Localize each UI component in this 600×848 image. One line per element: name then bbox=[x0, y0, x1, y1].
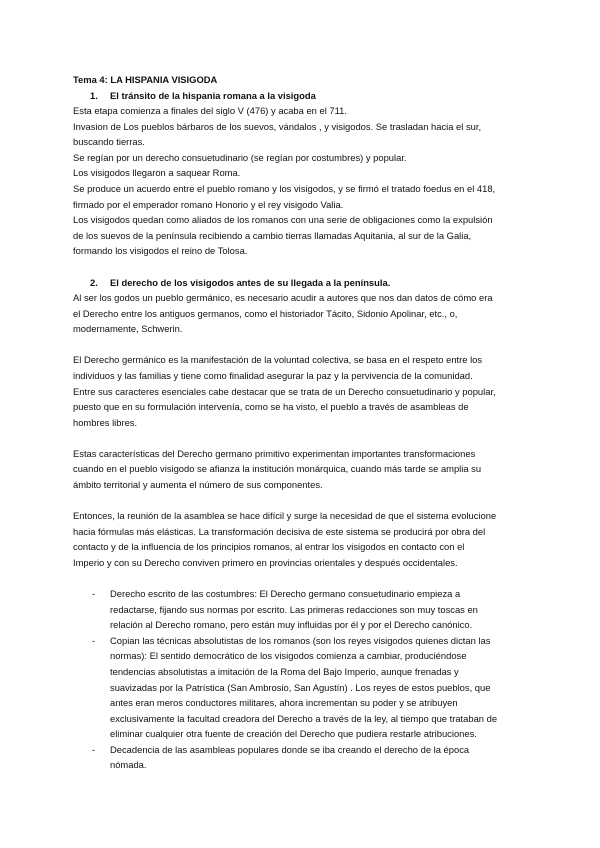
section-number: 1. bbox=[90, 89, 98, 101]
text-line: eliminar cualquier otra fuente de creación del Derecho que pudiera restarle atribuciones. bbox=[110, 728, 477, 740]
text-line: exclusivamente la facultad creadora del Derecho a través de la ley, al tiempo que trataban de bbox=[110, 712, 498, 724]
section-1-heading bbox=[73, 88, 543, 104]
text-line: antes eran meros conductores militares, ahora incrementan su poder y se atribuyen bbox=[110, 697, 458, 709]
text-line: relación al Derecho romano, pero están muy influidas por él y por el Derecho canónico. bbox=[110, 619, 473, 631]
bullet-line bbox=[73, 742, 543, 758]
text-line: Esta etapa comienza a finales del siglo V (476) y acaba en el 711. bbox=[73, 105, 347, 117]
text-line: Imperio y con su Derecho conviven primero en provincias orientales y después occidentales. bbox=[73, 556, 458, 568]
bullet-line bbox=[73, 695, 543, 711]
text-line: Decadencia de las asambleas populares donde se iba creando el derecho de la época bbox=[110, 743, 470, 755]
text-line: Los visigodos quedan como aliados de los romanos con una serie de obligaciones como la expulsión bbox=[73, 214, 493, 226]
text-line: tendencias absolutistas a imitación de la Roma del Bajo Imperio, aunque frenadas y bbox=[110, 665, 459, 677]
text-line: El Derecho germánico es la manifestación de la voluntad colectiva, se basa en el respeto entre los bbox=[73, 354, 483, 366]
text-line: Entre sus caracteres esenciales cabe destacar que se trata de un Derecho consuetudinario y popular, bbox=[73, 385, 496, 397]
text-line: normas): El sentido democrático de los visigodos comienza a cambiar, produciéndose bbox=[110, 650, 467, 662]
section-2-body bbox=[73, 290, 543, 586]
text-line: firmado por el emperador romano Honorio y el rey visigodo Valia. bbox=[73, 198, 344, 210]
bullet-line bbox=[73, 617, 543, 633]
bullet-line bbox=[73, 711, 543, 727]
text-line: el Derecho entre los antiguos germanos, como el historiador Tácito, Sidonio Apolinar, etc., o, bbox=[73, 307, 458, 319]
text-line: nómada. bbox=[110, 759, 147, 771]
section-1-body bbox=[73, 103, 543, 259]
document-title: Tema 4: LA HISPANIA VISIGODA bbox=[73, 74, 218, 85]
section-heading-text: El derecho de los visigodos antes de su llegada a la península. bbox=[110, 276, 391, 288]
text-line: redactarse, fijando sus normas por escrito. Las primeras redacciones son muy toscas en bbox=[110, 603, 478, 615]
text-line: Estas características del Derecho germano primitivo experimentan importantes transformaciones bbox=[73, 447, 476, 459]
text-line: ámbito territorial y aumenta el número de sus componentes. bbox=[73, 479, 323, 491]
bullet-line bbox=[73, 664, 543, 680]
bullet-line bbox=[73, 757, 543, 773]
bullet-dash: - bbox=[92, 743, 96, 755]
text-line: modernamente, Schwerin. bbox=[73, 323, 183, 335]
text-line: suavizadas por la Patrística (San Ambrosio, San Agustín) . Los reyes de estos pueblos, que bbox=[110, 681, 491, 693]
text-line: Derecho escrito de las costumbres: El Derecho germano consuetudinario empieza a bbox=[110, 588, 461, 600]
bullet-line bbox=[73, 602, 543, 618]
bullet-line bbox=[73, 680, 543, 696]
text-line: Invasion de Los pueblos bárbaros de los suevos, vándalos , y visigodos. Se trasladan hacia el sur, bbox=[73, 120, 482, 132]
text-line: cuando en el pueblo visigodo se afianza la institución monárquica, cuando más tarde se amplia su bbox=[73, 463, 482, 475]
text-line: hombres libres. bbox=[73, 416, 138, 428]
bullet-list bbox=[73, 586, 543, 773]
bullet-line bbox=[73, 633, 543, 649]
bullet-line bbox=[73, 586, 543, 602]
section-2-heading bbox=[73, 275, 543, 291]
text-line: de los suevos de la península recibiendo a cambio tierras llamadas Aquitania, al sur de la Galia, bbox=[73, 229, 472, 241]
text-line: Entonces, la reunión de la asamblea se hace difícil y surge la necesidad de que el sistema evolucione bbox=[73, 510, 497, 522]
text-line: Copian las técnicas absolutistas de los romanos (son los reyes visigodos quienes dictan las bbox=[110, 634, 491, 646]
section-heading-text: El tránsito de la hispania romana a la visigoda bbox=[110, 89, 316, 101]
bullet-dash: - bbox=[92, 634, 96, 646]
text-line: hacia fórmulas más elásticas. La transformación decisiva de este sistema se producirá por obra del bbox=[73, 525, 486, 537]
bullet-dash: - bbox=[92, 588, 96, 600]
document-page bbox=[73, 72, 543, 773]
section-number: 2. bbox=[90, 276, 98, 288]
bullet-item bbox=[73, 586, 543, 633]
bullet-item bbox=[73, 633, 543, 742]
text-line: buscando tierras. bbox=[73, 136, 145, 148]
text-line: contacto y de la influencia de los principios romanos, al entrar los visigodos en contacto con el bbox=[73, 541, 465, 553]
bullet-item bbox=[73, 742, 543, 773]
text-line: Los visigodos llegaron a saquear Roma. bbox=[73, 167, 241, 179]
text-line: formando los visigodos el reino de Tolosa. bbox=[73, 245, 248, 257]
text-line: individuos y las familias y tiene como finalidad asegurar la paz y la pervivencia de la comunidad. bbox=[73, 369, 473, 381]
bullet-line bbox=[73, 726, 543, 742]
text-line: Se produce un acuerdo entre el pueblo romano y los visigodos, y se firmó el tratado foedus en el 418, bbox=[73, 183, 496, 195]
text-line: Se regían por un derecho consuetudinario (se regían por costumbres) y popular. bbox=[73, 151, 407, 163]
text-line: puesto que en su formulación intervenía, como se ha visto, el pueblo a través de asambleas de bbox=[73, 401, 469, 413]
bullet-line bbox=[73, 648, 543, 664]
text-line: Al ser los godos un pueblo germánico, es necesario acudir a autores que nos dan datos de cómo era bbox=[73, 292, 493, 304]
